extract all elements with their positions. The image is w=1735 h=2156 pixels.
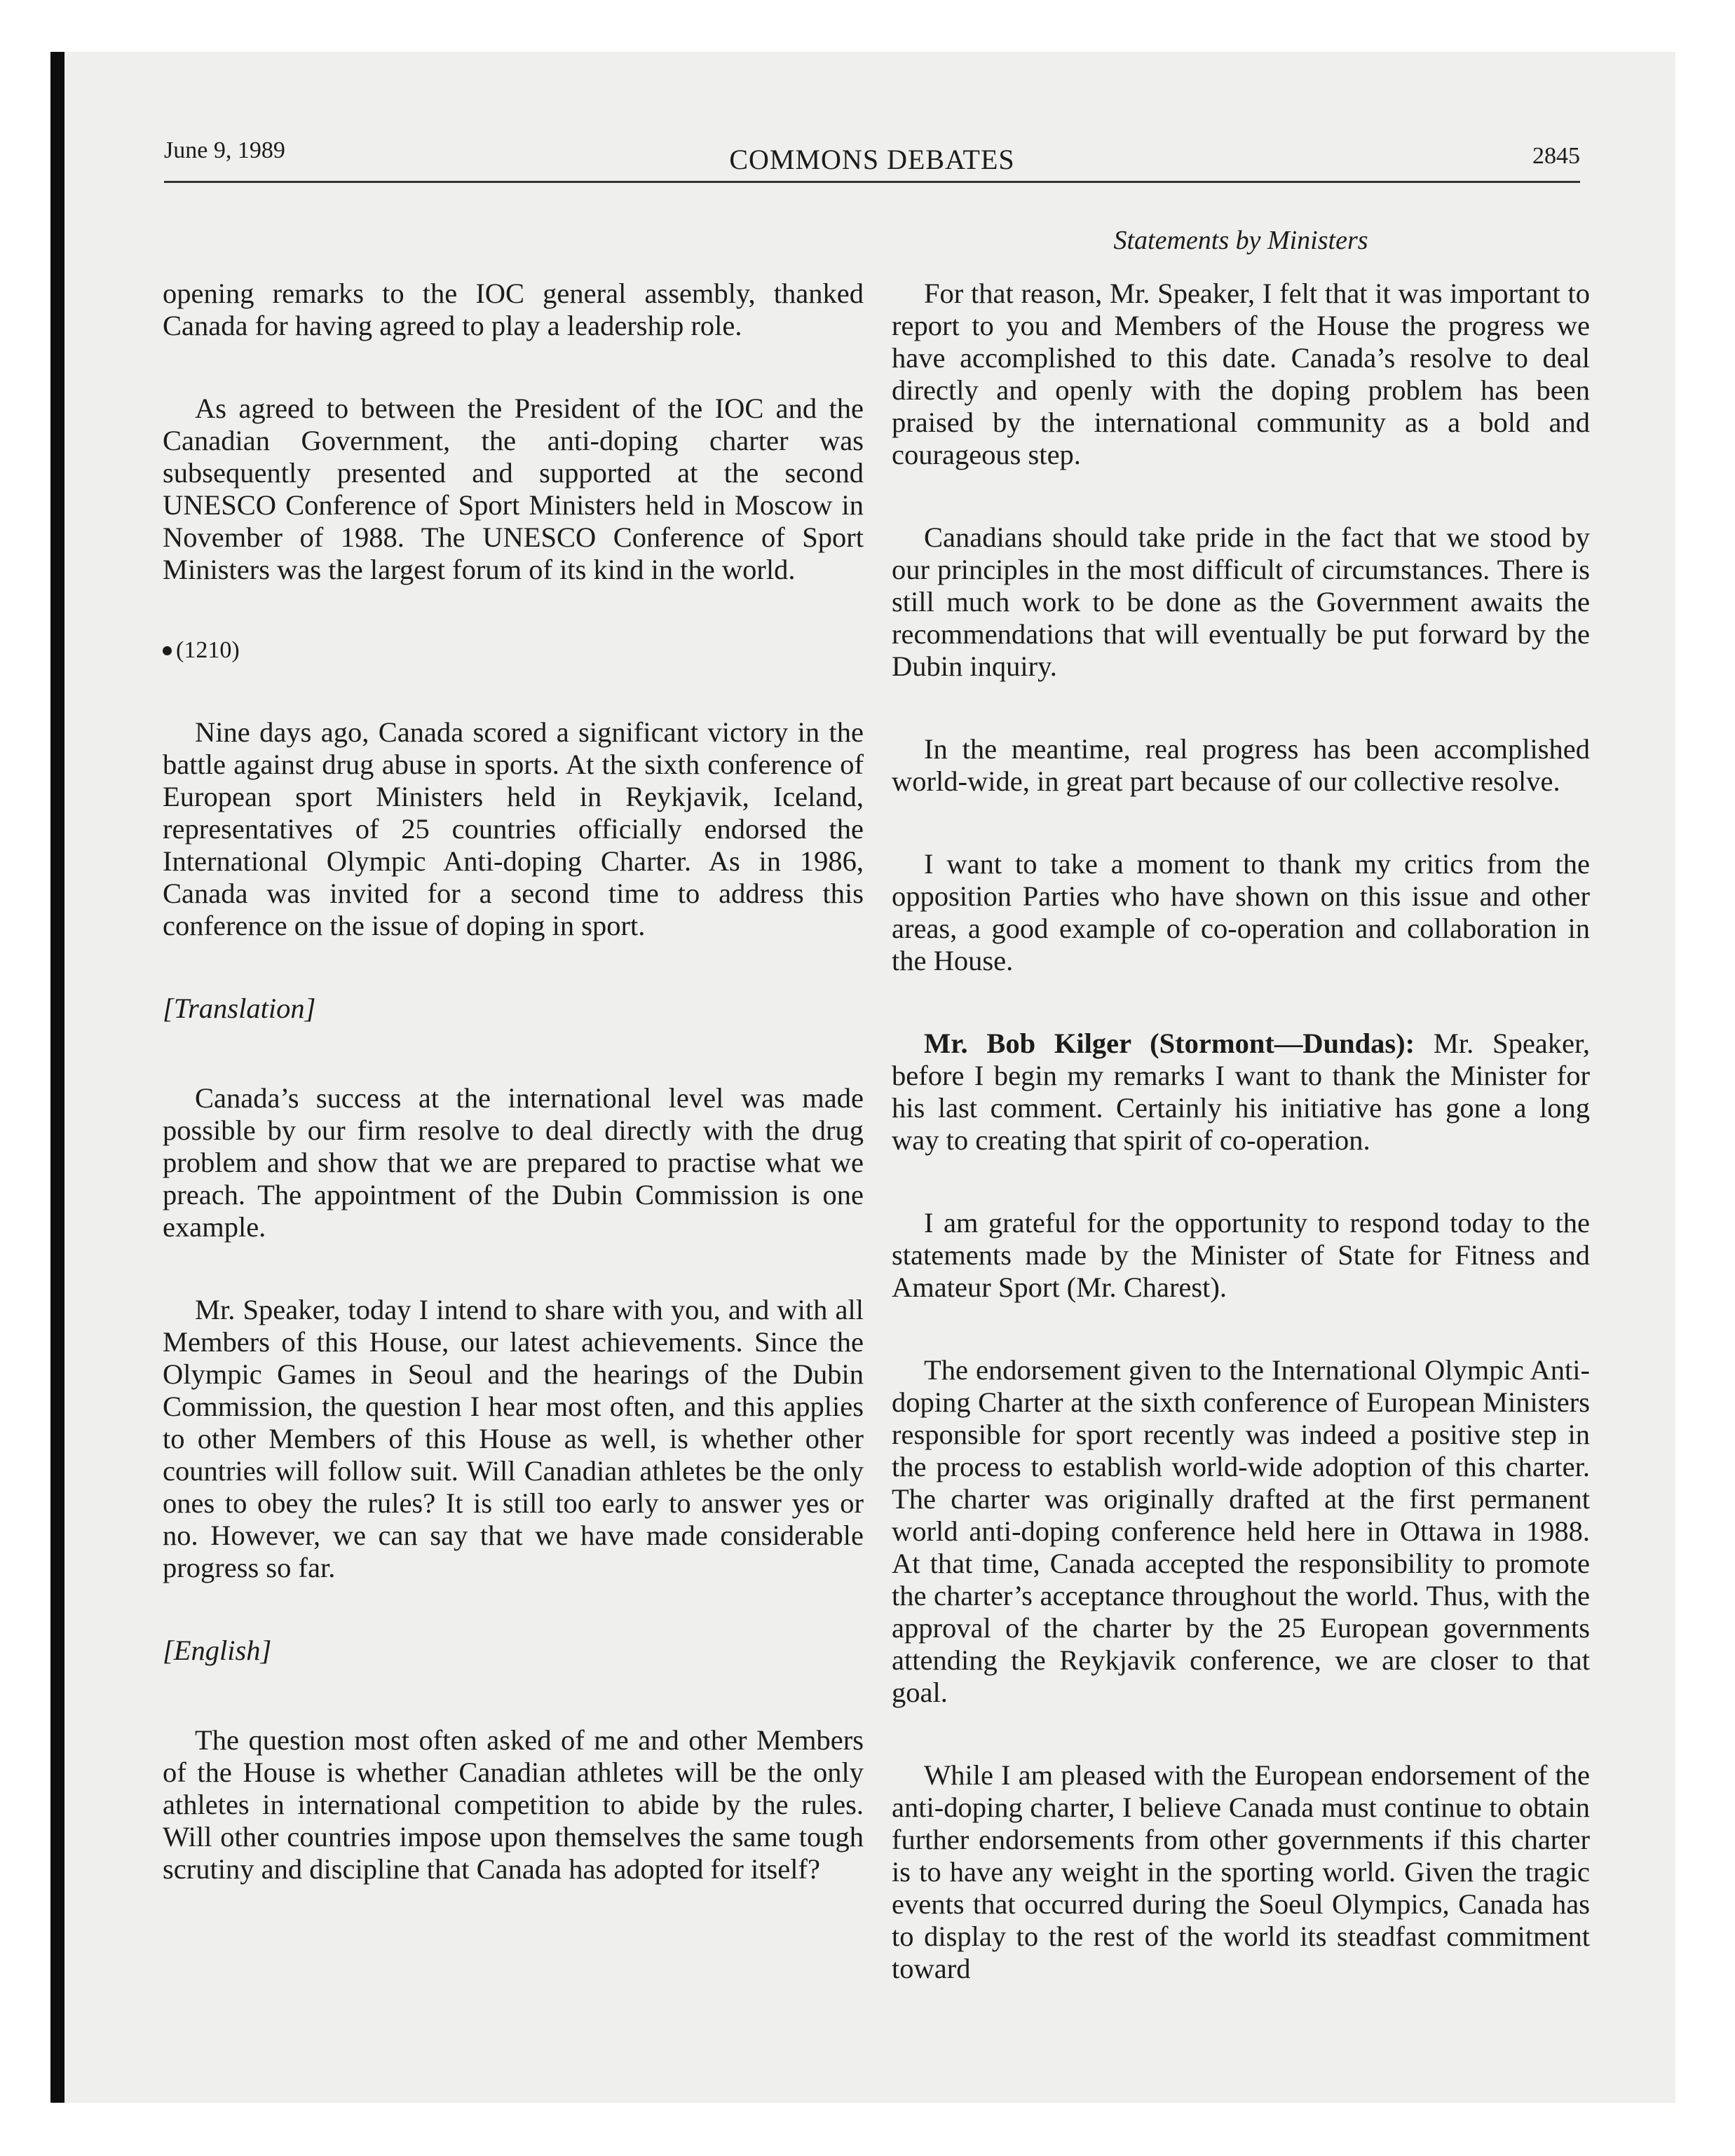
right-paragraph-7: The endorsement given to the International Olympic Anti-doping Charter at the sixth conference of European Ministers responsible for sport recently was indeed a positive step in the process to establish world-wide adoption of this charter. The charter was originally drafted at the first permanent world anti-doping conference held here in Ottawa in 1988. At that time, Canada accepted the responsibility to promote the charter’s acceptance throughout the world. Thus, with the approval of the charter by the 25 European governments attending the Reykjavik conference, we are closer to that goal. xyxy=(892,1354,1590,1708)
right-paragraph-8: While I am pleased with the European endorsement of the anti-doping charter, I believe Canada must continue to obtain further endorsements from other governments if this charter is to have any weight in the sporting world. Given the tragic events that occurred during the Soeul Olympics, Canada has to display to the rest of the world its steadfast commitment toward xyxy=(892,1759,1590,1984)
left-paragraph-1: opening remarks to the IOC general assembly, thanked Canada for having agreed to play a leadership role. xyxy=(163,278,864,341)
time-marker xyxy=(163,636,864,664)
left-paragraph-5: Mr. Speaker, today I intend to share with you, and with all Members of this House, our latest achievements. Since the Olympic Games in Seoul and the hearings of the Dubin Commission, the question I hear most often, and this applies to other Members of this House as well, is whether other countries will follow suit. Will Canadian athletes be the only ones to obey the rules? It is still too early to answer yes or no. However, we can say that we have made considerable progress so far. xyxy=(163,1294,864,1583)
english-tag: [English] xyxy=(163,1635,272,1666)
left-column-top-spacer xyxy=(163,210,864,278)
section-label: Statements by Ministers xyxy=(1113,226,1368,255)
right-paragraph-4: I want to take a moment to thank my critics from the opposition Parties who have shown on this issue and other areas, a good example of co-operation and collaboration in the House. xyxy=(892,848,1590,976)
translation-tag: [Translation] xyxy=(163,992,316,1024)
speaker-name: Mr. Bob Kilger (Stormont—Dundas): xyxy=(924,1028,1415,1059)
left-paragraph-4: Canada’s success at the international level was made possible by our firm resolve to deal directly with the drug problem and show that we are prepared to practise what we preach. The appointment of the Dubin Commission is one example. xyxy=(163,1082,864,1243)
running-head xyxy=(164,137,1580,186)
left-paragraph-2: As agreed to between the President of the IOC and the Canadian Government, the anti-doping charter was subsequently presented and supported at the second UNESCO Conference of Sport Ministers held in Moscow in November of 1988. The UNESCO Conference of Sport Ministers was the largest forum of its kind in the world. xyxy=(163,393,864,585)
left-column xyxy=(163,210,864,1936)
binding-edge xyxy=(50,52,64,2103)
header-rule xyxy=(164,181,1580,183)
header-page-number: 2845 xyxy=(1532,143,1580,169)
left-paragraph-6: The question most often asked of me and other Members of the House is whether Canadian athletes will be the only athletes in international competition to abide by the rules. Will other countries impose upon themselves the same tough scrutiny and discipline that Canada has adopted for itself? xyxy=(163,1724,864,1885)
header-title: COMMONS DEBATES xyxy=(729,144,1015,175)
right-paragraph-2: Canadians should take pride in the fact that we stood by our principles in the most difficult of circumstances. There is still much work to be done as the Government awaits the recommendations that will eventually be put forward by the Dubin inquiry. xyxy=(892,521,1590,682)
right-paragraph-1: For that reason, Mr. Speaker, I felt that it was important to report to you and Members of the House the progress we have accomplished to this date. Canada’s resolve to deal directly and openly with the doping problem has been praised by the international community as a bold and courageous step. xyxy=(892,278,1590,470)
right-paragraph-3: In the meantime, real progress has been accomplished world-wide, in great part because of our collective resolve. xyxy=(892,733,1590,797)
time-marker-label: (1210) xyxy=(176,637,240,663)
right-column xyxy=(892,210,1590,2035)
left-paragraph-3: Nine days ago, Canada scored a significant victory in the battle against drug abuse in sports. At the sixth conference of European sport Ministers held in Reykjavik, Iceland, representatives of 25 countries officially endorsed the International Olympic Anti-doping Charter. As in 1986, Canada was invited for a second time to address this conference on the issue of doping in sport. xyxy=(163,716,864,941)
speaker-paragraph xyxy=(892,1028,1590,1157)
bullet-icon xyxy=(163,646,172,655)
speaker-remarks: Mr. Speaker, before I begin my remarks I want to thank the Minister for his last comment. Certainly his initiative has gone a long way to creating that spirit of co-operation. xyxy=(892,1028,1590,1156)
right-paragraph-6: I am grateful for the opportunity to respond today to the statements made by the Minister of State for Fitness and Amateur Sport (Mr. Charest). xyxy=(892,1207,1590,1303)
header-date: June 9, 1989 xyxy=(164,137,285,163)
